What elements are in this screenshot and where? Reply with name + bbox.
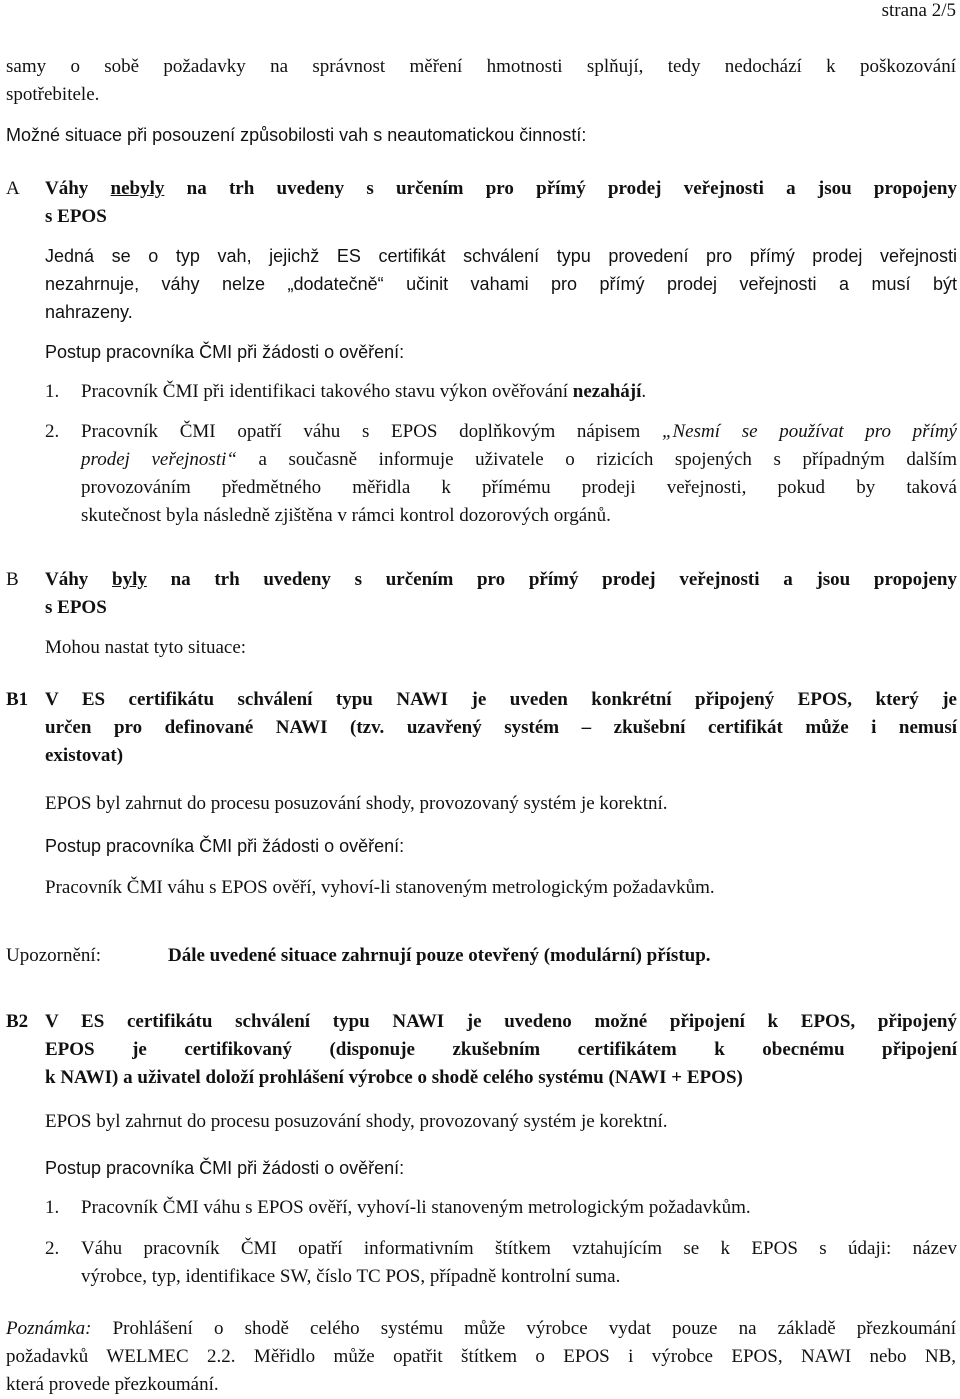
situations-intro: Možné situace při posouzení způsobilosti vah s neautomatickou činností: xyxy=(6,125,587,145)
section-a-step-2-number: 2. xyxy=(45,421,60,442)
section-b2-step-2-number: 2. xyxy=(45,1238,60,1259)
section-b2-procedure: Postup pracovníka ČMI při žádosti o ověření: xyxy=(45,1158,405,1178)
section-a-body-line-1: Jedná se o typ vah, jejichž ES certifikát schválení typu provedení pro přímý prodej veřejnosti xyxy=(45,246,957,266)
section-a-step-2-line-4: skutečnost byla následně zjištěna v rámci kontrol dozorových orgánů. xyxy=(81,505,611,526)
section-b2-step-2-line-1: Váhu pracovník ČMI opatří informativním štítkem vztahujícím se k EPOS s údaji: název xyxy=(81,1238,957,1259)
section-b-situations: Mohou nastat tyto situace: xyxy=(45,637,247,658)
intro-line-2: spotřebitele. xyxy=(6,84,100,105)
section-b-title-line-2: s EPOS xyxy=(45,597,107,618)
section-a-step-1: Pracovník ČMI při identifikaci takového stavu výkon ověřování nezahájí. xyxy=(81,381,647,402)
warning-label: Upozornění: xyxy=(6,945,101,966)
section-b2-step-1-number: 1. xyxy=(45,1197,60,1218)
section-b1-title-line-1: V ES certifikátu schválení typu NAWI je uveden konkrétní připojený EPOS, který je xyxy=(45,689,957,710)
section-b1-title-line-2: určen pro definované NAWI (tzv. uzavřený systém – zkušební certifikát může i nemusí xyxy=(45,717,957,738)
section-b1-label: B1 xyxy=(6,689,29,710)
section-b2-step-1: Pracovník ČMI váhu s EPOS ověří, vyhoví-li stanoveným metrologickým požadavkům. xyxy=(81,1197,751,1218)
page-number: strana 2/5 xyxy=(881,0,956,21)
section-a-title-line-2: s EPOS xyxy=(45,206,107,227)
section-a-label: A xyxy=(6,178,20,199)
note-line-2: požadavků WELMEC 2.2. Měřidlo může opatřit štítkem o EPOS i výrobce EPOS, NAWI nebo NB, xyxy=(6,1346,956,1367)
section-a-body-line-3: nahrazeny. xyxy=(45,302,133,322)
section-a-step-2-line-2: prodej veřejnosti“ a současně informuje uživatele o rizicích spojených s případným dalším xyxy=(81,449,957,470)
section-b2-assessment: EPOS byl zahrnut do procesu posuzování shody, provozovaný systém je korektní. xyxy=(45,1111,668,1132)
warning-text: Dále uvedené situace zahrnují pouze otevřený (modulární) přístup. xyxy=(168,945,711,966)
section-b1-step: Pracovník ČMI váhu s EPOS ověří, vyhoví-li stanoveným metrologickým požadavkům. xyxy=(45,877,715,898)
note-line-1: Poznámka: Prohlášení o shodě celého systému může výrobce vydat pouze na základě přezkoumání xyxy=(6,1318,956,1339)
section-a-step-1-number: 1. xyxy=(45,381,60,402)
section-b2-label: B2 xyxy=(6,1011,29,1032)
section-b2-title-line-2: EPOS je certifikovaný (disponuje zkušebním certifikátem k obecnému připojení xyxy=(45,1039,957,1060)
section-b1-title-line-3: existovat) xyxy=(45,745,124,766)
section-b2-step-2-line-2: výrobce, typ, identifikace SW, číslo TC POS, případně kontrolní suma. xyxy=(81,1266,621,1287)
note-line-3: která provede přezkoumání. xyxy=(6,1374,219,1395)
intro-line-1: samy o sobě požadavky na správnost měření hmotnosti splňují, tedy nedochází k poškozování xyxy=(6,56,956,77)
section-a-procedure: Postup pracovníka ČMI při žádosti o ověření: xyxy=(45,342,405,362)
section-a-step-2-line-1: Pracovník ČMI opatří váhu s EPOS doplňkovým nápisem „Nesmí se používat pro přímý xyxy=(81,421,957,442)
section-b1-assessment: EPOS byl zahrnut do procesu posuzování shody, provozovaný systém je korektní. xyxy=(45,793,668,814)
section-b-label: B xyxy=(6,569,19,590)
section-a-title: Váhy nebyly na trh uvedeny s určením pro přímý prodej veřejnosti a jsou propojeny xyxy=(45,178,957,199)
section-b1-procedure: Postup pracovníka ČMI při žádosti o ověření: xyxy=(45,836,405,856)
section-a-step-2-line-3: provozováním předmětného měřidla k přímému prodeji veřejnosti, pokud by taková xyxy=(81,477,957,498)
section-a-body-line-2: nezahrnuje, váhy nelze „dodatečně“ učinit vahami pro přímý prodej veřejnosti a musí být xyxy=(45,274,957,294)
section-b2-title-line-3: k NAWI) a uživatel doloží prohlášení výrobce o shodě celého systému (NAWI + EPOS) xyxy=(45,1067,743,1088)
section-b2-title-line-1: V ES certifikátu schválení typu NAWI je uvedeno možné připojení k EPOS, připojený xyxy=(45,1011,957,1032)
note-label: Poznámka: xyxy=(6,1318,92,1339)
section-b-title: Váhy byly na trh uvedeny s určením pro přímý prodej veřejnosti a jsou propojeny xyxy=(45,569,957,590)
